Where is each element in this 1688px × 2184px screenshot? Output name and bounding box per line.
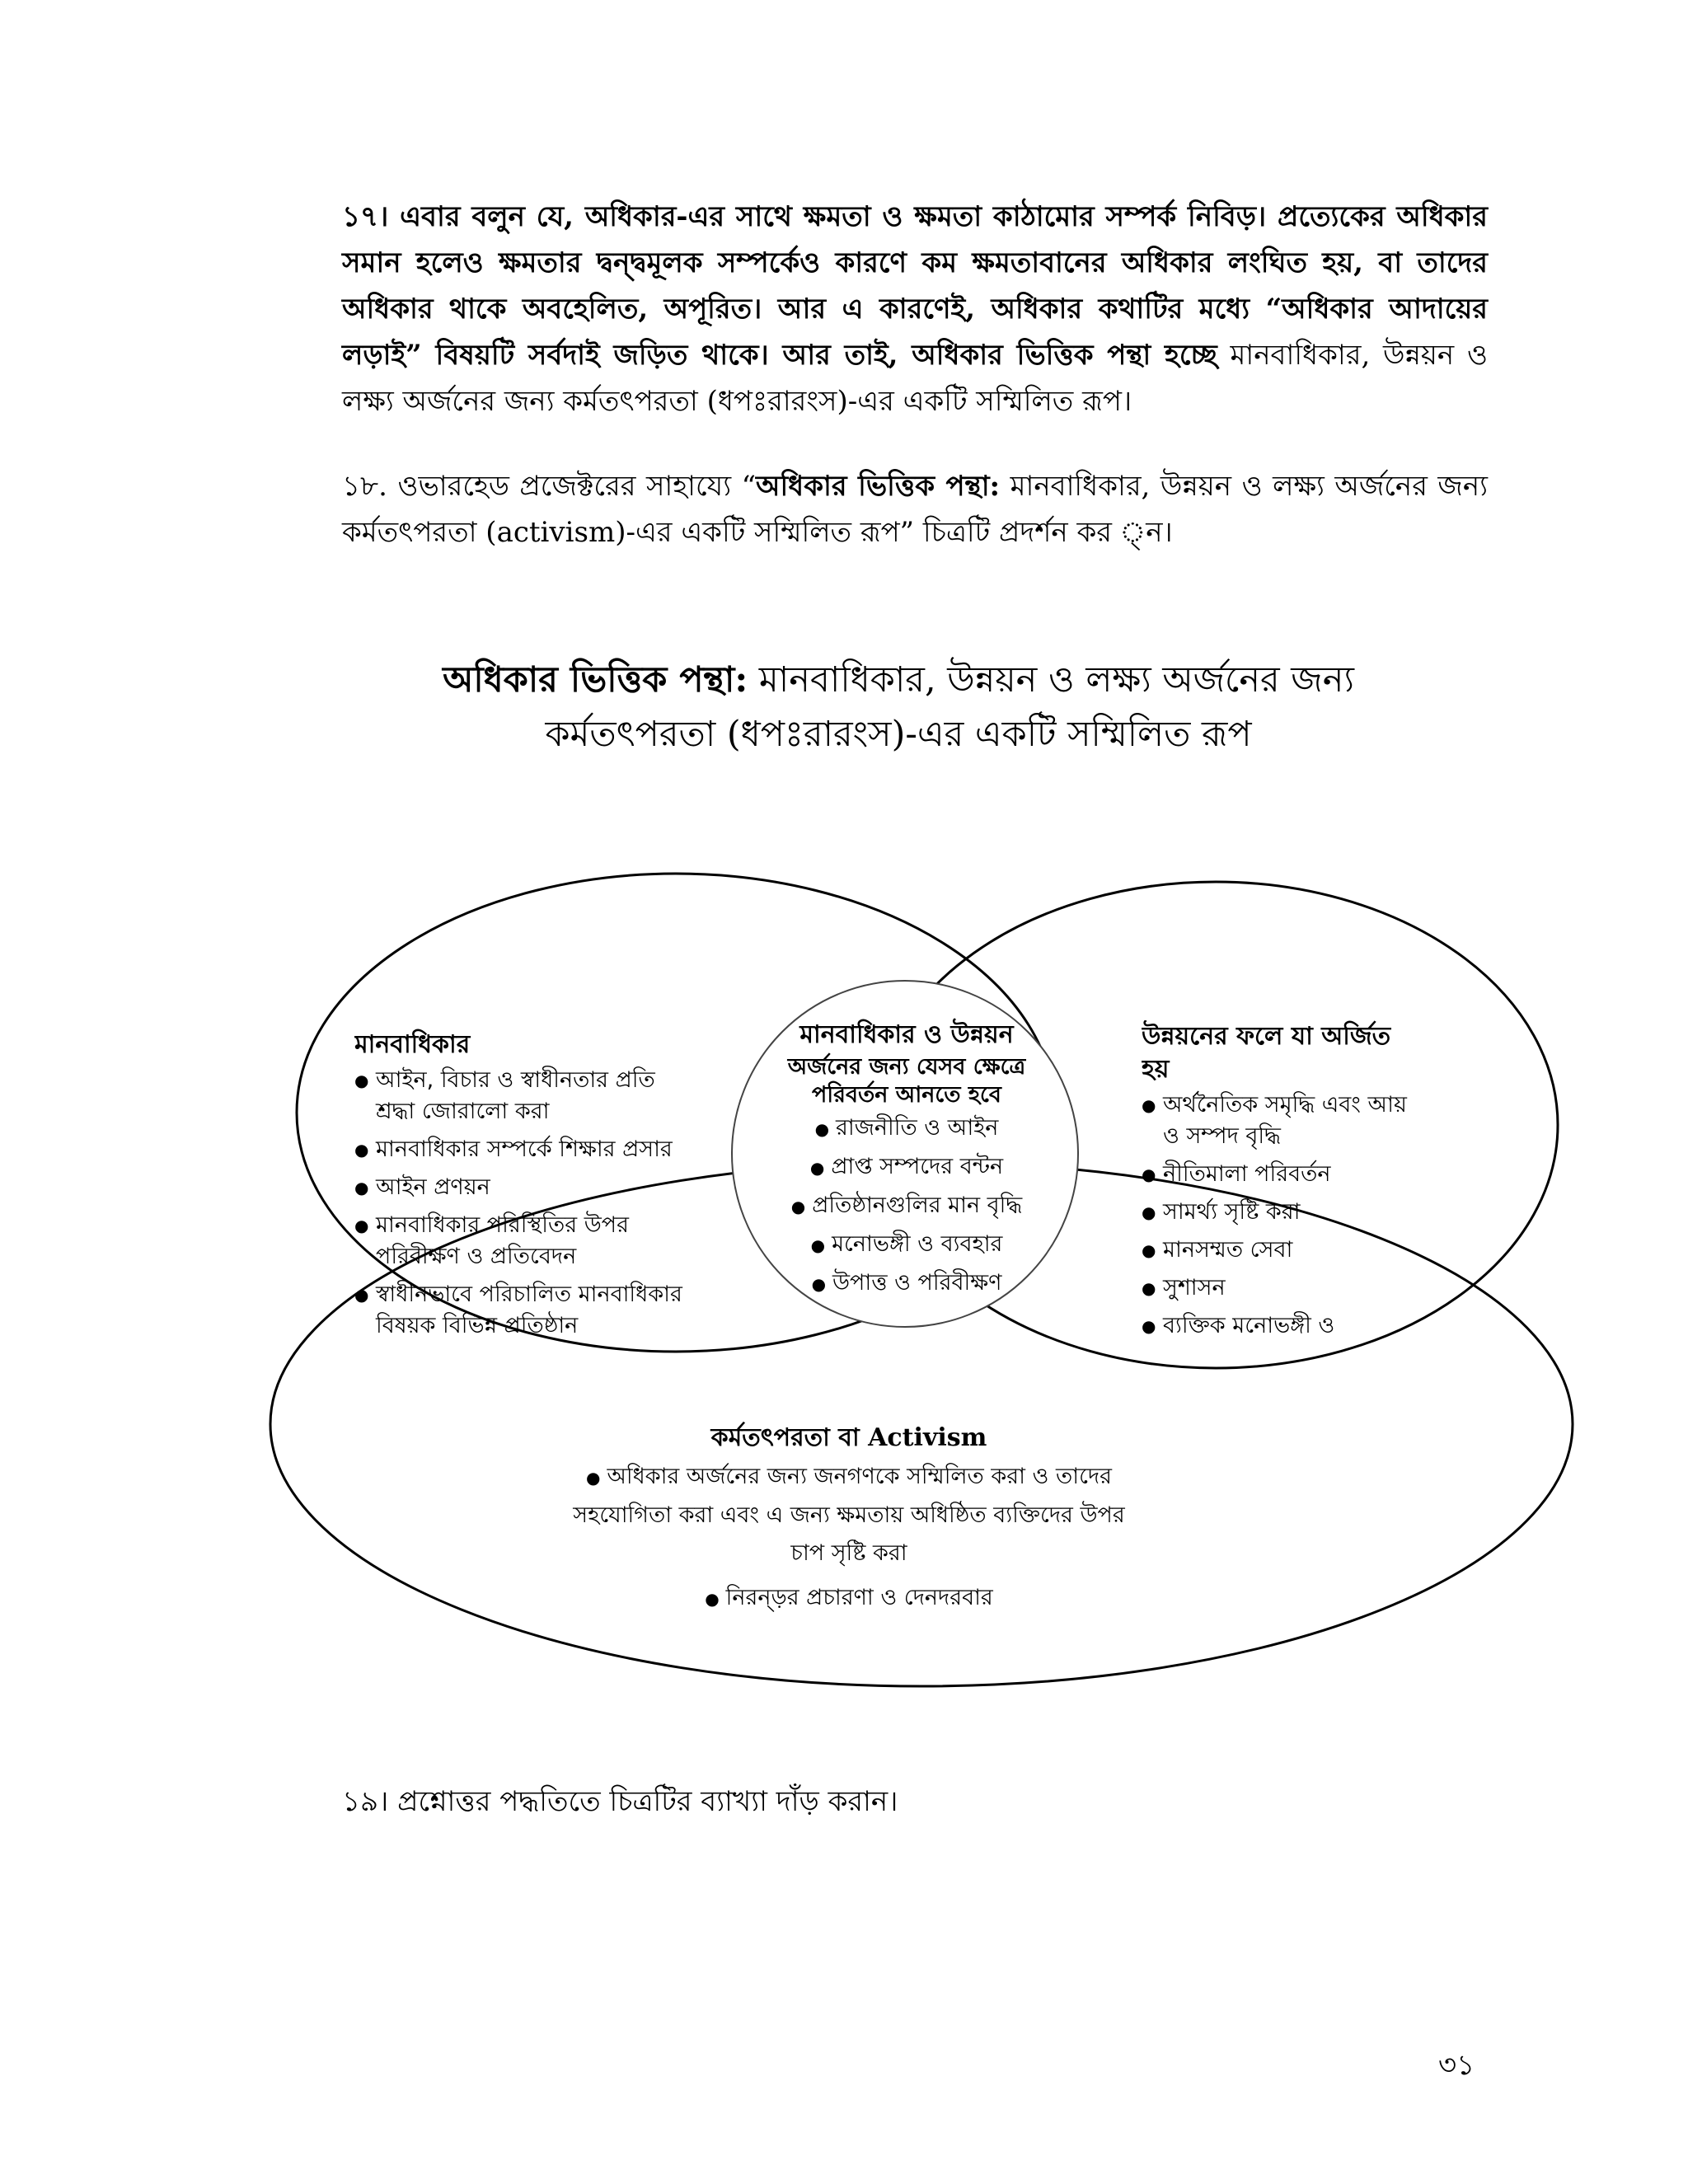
list-item: ● মানসম্মত সেবা xyxy=(1142,1235,1414,1266)
development-heading: উন্নয়নের ফলে যা অর্জিত হয় xyxy=(1142,1022,1391,1084)
diagram-title-line2: কর্মতৎপরতা (ধপঃরারংস)-এর একটি সম্মিলিত রূপ xyxy=(545,714,1252,755)
human-rights-list xyxy=(354,1065,684,1342)
list-item: ● রাজনীতি ও আইন xyxy=(758,1113,1055,1145)
diagram-title-bold: অধিকার ভিত্তিক পন্থা: xyxy=(443,659,748,701)
list-item: ● ব্যক্তিক মনোভঙ্গী ও xyxy=(1142,1310,1414,1342)
human-rights-region xyxy=(354,1029,684,1424)
list-item: ● আইন, বিচার ও স্বাধীনতার প্রতি শ্রদ্ধা জোরালো করা xyxy=(354,1065,684,1127)
paragraph-17-bold: ১৭। এবার বলুন যে, অধিকার-এর সাথে ক্ষমতা ও ক্ষমতা কাঠামোর সম্পর্ক নিবিড়। প্রত্যেকের অধিকার সমান হলেও ক্ষমতার দ্বন্দ্বমূলক সম্পর্কেও কারণে কম ক্ষমতাবানের অধিকার লংঘিত হয়, বা তাদের অধিকার থাকে অবহেলিত, অপূরিত। আর এ কারণেই, অধিকার কথাটির মধ্যে “অধিকার আদায়ের লড়াই” বিষয়টি সর্বদাই জড়িত থাকে। আর তাই, অধিকার ভিত্তিক পন্থা হচ্ছে xyxy=(342,200,1488,372)
list-item: ● মানবাধিকার পরিস্থিতির উপর পরিবীক্ষণ ও প্রতিবেদন xyxy=(354,1210,684,1272)
center-list xyxy=(758,1113,1055,1300)
center-heading: মানবাধিকার ও উন্নয়ন xyxy=(799,1020,1014,1049)
list-item: ● মনোভঙ্গী ও ব্যবহার xyxy=(758,1229,1055,1261)
list-item: ● উপাত্ত ও পরিবীক্ষণ xyxy=(758,1268,1055,1300)
paragraph-18-pre: ১৮. ওভারহেড প্রজেক্টরের সাহায্যে “ xyxy=(342,470,756,503)
list-item: ● নীতিমালা পরিবর্তন xyxy=(1142,1159,1414,1190)
center-region xyxy=(758,1020,1055,1306)
list-item: ● প্রাপ্ত সম্পদের বন্টন xyxy=(758,1151,1055,1183)
page-number: ৩১ xyxy=(1438,2049,1475,2082)
list-item: ● অধিকার অর্জনের জন্য জনগণকে সম্মিলিত করা ও তাদের সহযোগিতা করা এবং এ জন্য ক্ষমতায় অধিষ্ঠিত ব্যক্তিদের উপর চাপ সৃষ্টি করা xyxy=(560,1458,1137,1572)
diagram-title-rest: মানবাধিকার, উন্নয়ন ও লক্ষ্য অর্জনের জন্য xyxy=(748,659,1354,701)
activism-heading-bn: কর্মতৎপরতা বা xyxy=(710,1423,860,1452)
paragraph-19: ১৯। প্রশ্নোত্তর পদ্ধতিতে চিত্রটির ব্যাখ্যা দাঁড় করান। xyxy=(342,1785,898,1818)
list-item: ● আইন প্রণয়ন xyxy=(354,1172,684,1203)
list-item: ● নিরন্ড়র প্রচারণা ও দেনদরবার xyxy=(560,1579,1137,1618)
development-region xyxy=(1142,1020,1414,1350)
list-item: ● সুশাসন xyxy=(1142,1272,1414,1304)
paragraph-17-normal: মানবাধিকার, উন্নয়ন ও লক্ষ্য অর্জনের জন্য কর্মতৎপরতা (ধপঃরারংস)-এর একটি সম্মিলিত রূপ। xyxy=(342,339,1488,418)
list-item: ● মানবাধিকার সম্পর্কে শিক্ষার প্রসার xyxy=(354,1134,684,1165)
list-item: ● স্বাধীনভাবে পরিচালিত মানবাধিকার বিষয়ক বিভিন্ন প্রতিষ্ঠান xyxy=(354,1279,684,1342)
center-subheading: অর্জনের জন্য যেসব ক্ষেত্রে পরিবর্তন আনতে হবে xyxy=(787,1054,1026,1108)
development-list xyxy=(1142,1090,1414,1342)
list-item: ● অর্থনৈতিক সমৃদ্ধি এবং আয় ও সম্পদ বৃদ্ধি xyxy=(1142,1090,1414,1152)
activism-list xyxy=(560,1458,1137,1618)
activism-heading-en: Activism xyxy=(868,1423,987,1452)
list-item: ● সামর্থ্য সৃষ্টি করা xyxy=(1142,1197,1414,1228)
list-item: ● প্রতিষ্ঠানগুলির মান বৃদ্ধি xyxy=(758,1190,1055,1222)
activism-region xyxy=(560,1422,1137,1619)
paragraph-18-post: মানবাধিকার, উন্নয়ন ও লক্ষ্য অর্জনের জন্য কর্মতৎপরতা (activism)-এর একটি সম্মিলিত রূপ” চিত্রটি প্রদর্শন কর ্ন। xyxy=(342,470,1488,549)
activism-heading xyxy=(560,1422,1137,1455)
human-rights-heading: মানবাধিকার xyxy=(354,1030,471,1059)
paragraph-18-bold: অধিকার ভিত্তিক পন্থা: xyxy=(756,470,1001,503)
